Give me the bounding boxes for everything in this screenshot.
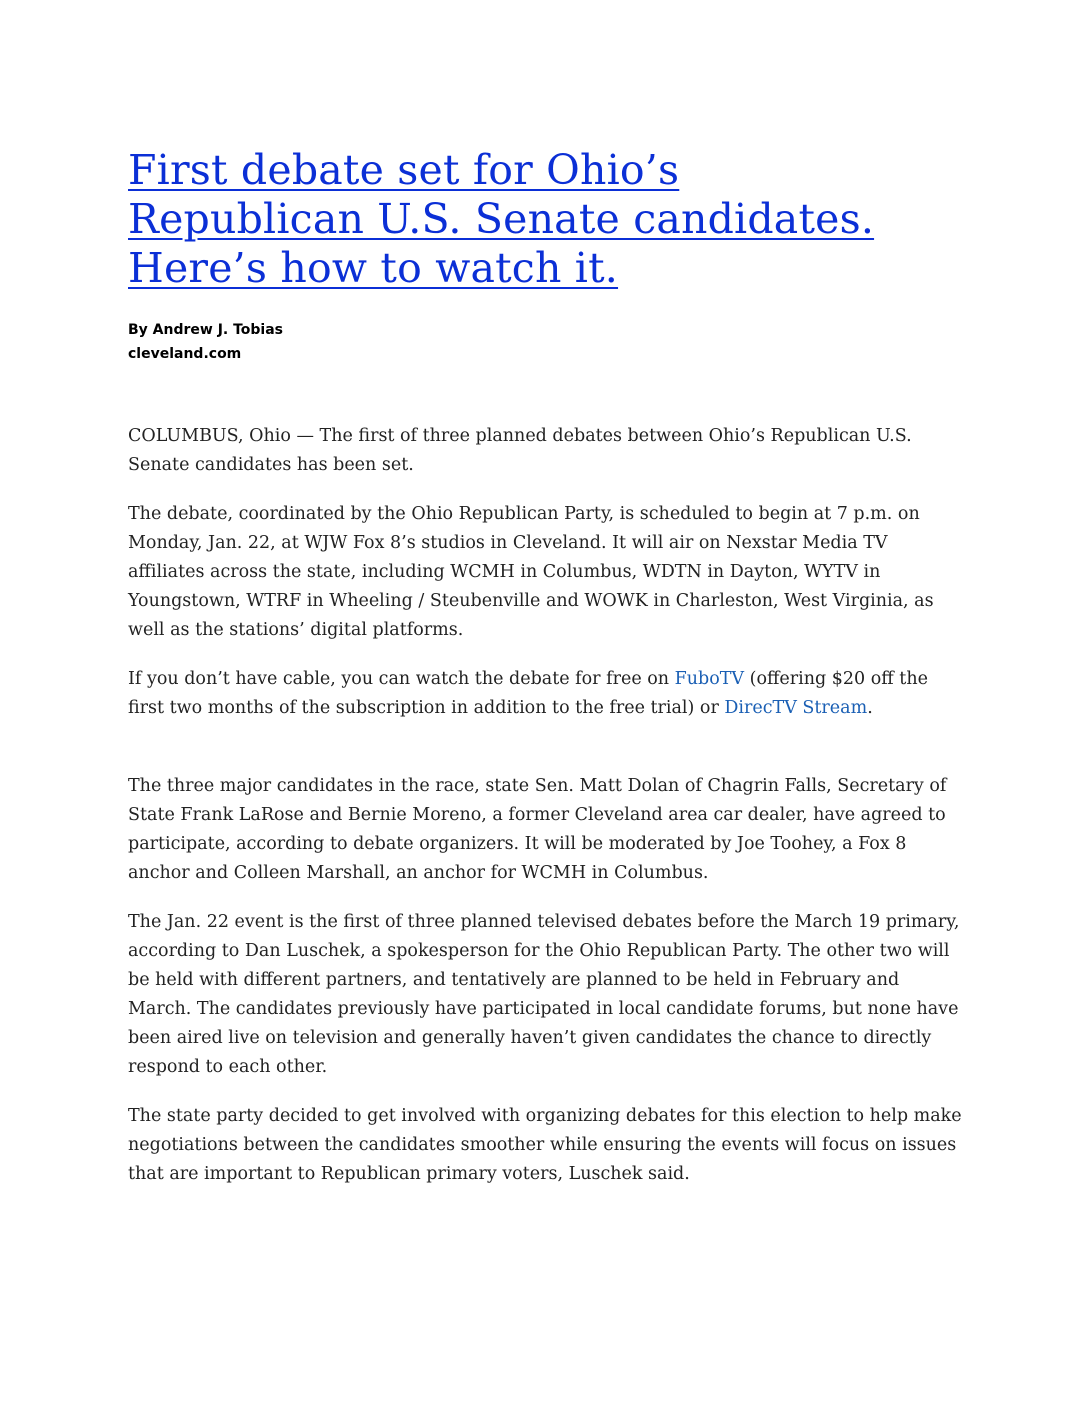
how-to-watch-text-1: If you don’t have cable, you can watch the debate for free on — [128, 669, 675, 689]
headline-link[interactable]: First debate set for Ohio’s Republican U.S. Senate candidates. Here’s how to watch it. — [128, 146, 875, 292]
paragraph-schedule: The Jan. 22 event is the first of three planned televised debates before the March 19 primary, according to Dan Luschek, a spokesperson for the Ohio Republican Party. The other two will be held with different partners, and tentatively are planned to be held in February and March. The candidates previously have participated in local candidate forums, but none have been aired live on television and generally haven’t given candidates the chance to directly respond to each other. — [128, 912, 960, 1077]
paragraph-debate-details: The debate, coordinated by the Ohio Republican Party, is scheduled to begin at 7 p.m. on Monday, Jan. 22, at WJW Fox 8’s studios in Cleveland. It will air on Nexstar Media TV affiliates across the state, including WCMH in Columbus, WDTN in Dayton, WYTV in Youngstown, WTRF in Wheeling / Steubenville and WOWK in Charleston, West Virginia, as well as the stations’ digital platforms. — [128, 504, 934, 640]
article-body — [128, 422, 968, 1209]
how-to-watch-text-3: . — [867, 698, 873, 718]
paragraph-candidates: The three major candidates in the race, state Sen. Matt Dolan of Chagrin Falls, Secretary of State Frank LaRose and Bernie Moreno, a former Cleveland area car dealer, have agreed to participate, according to debate organizers. It will be moderated by Joe Toohey, a Fox 8 anchor and Colleen Marshall, an anchor for WCMH in Columbus. — [128, 776, 947, 883]
byline-block — [128, 318, 283, 366]
paragraph-party-involvement: The state party decided to get involved with organizing debates for this election to help make negotiations between the candidates smoother while ensuring the events will focus on issues that are important to Republican primary voters, Luschek said. — [128, 1106, 962, 1184]
author-byline: By Andrew J. Tobias — [128, 322, 284, 338]
paragraph-how-to-watch — [128, 665, 968, 723]
source-name: cleveland.com — [128, 346, 242, 362]
directv-stream-link[interactable]: DirecTV Stream — [724, 698, 868, 718]
fubotv-link[interactable]: FuboTV — [674, 669, 745, 689]
paragraph-intro: COLUMBUS, Ohio — The first of three planned debates between Ohio’s Republican U.S. Senate candidates has been set. — [128, 426, 912, 475]
how-to-watch-text-2: (offering $20 off the first two months of the subscription in addition to the free trial) or — [128, 669, 928, 718]
